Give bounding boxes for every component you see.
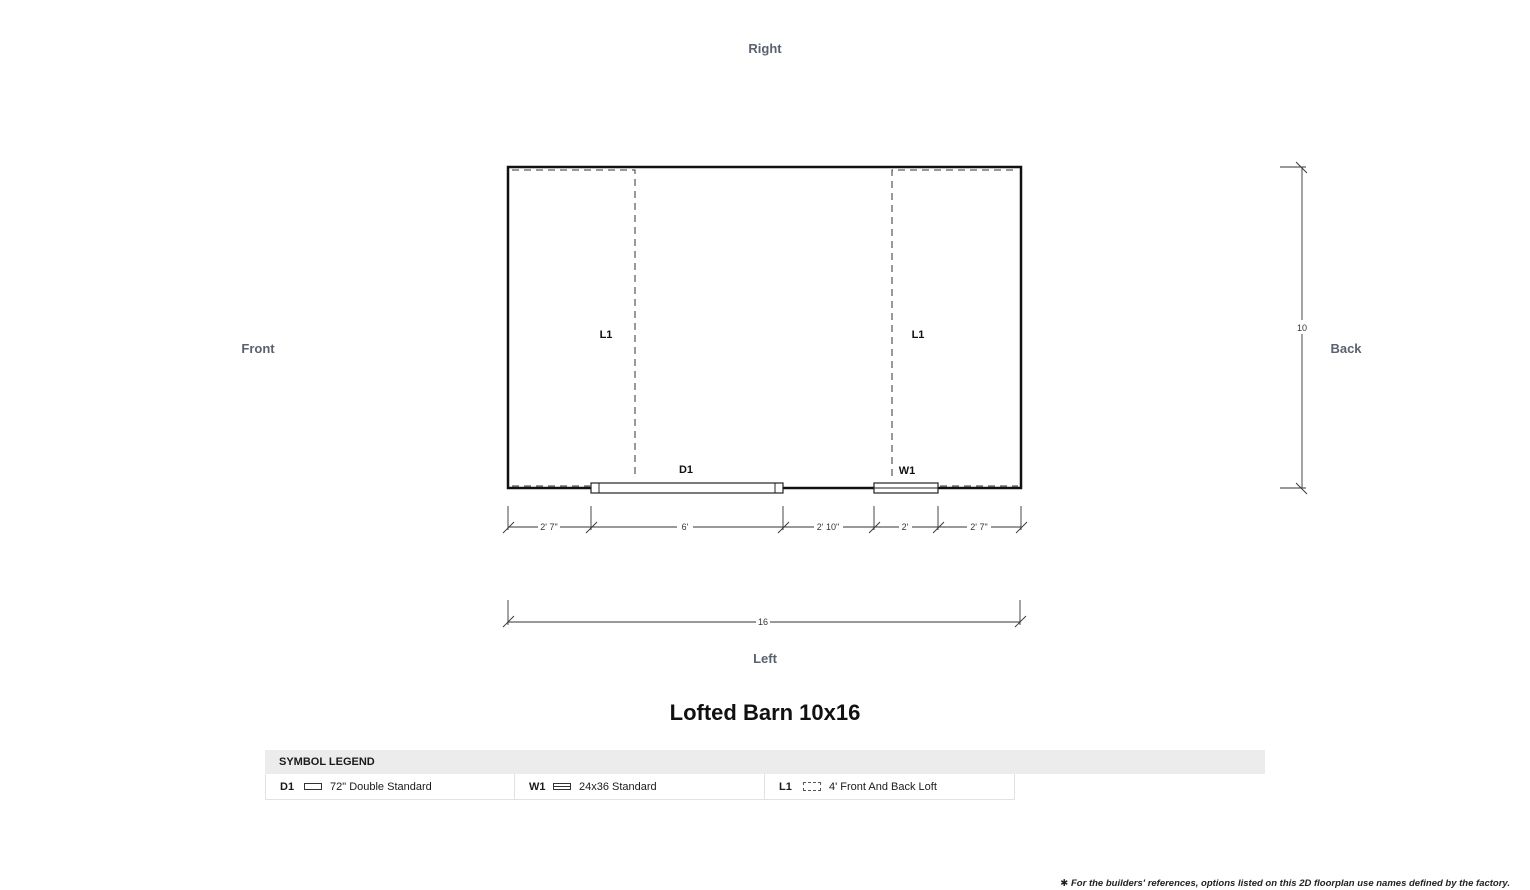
legend-desc: 24x36 Standard — [579, 780, 657, 793]
legend-item-l1 — [765, 774, 1015, 800]
footnote: ✱ For the builders' references, options listed on this 2D floorplan use names defined by the factory. — [1060, 878, 1510, 889]
loft-label-back: L1 — [911, 329, 925, 341]
loft-symbol-icon — [803, 782, 821, 791]
overall-width-label: 16 — [757, 617, 769, 627]
side-label-front: Front — [241, 341, 275, 356]
door-label: D1 — [678, 464, 694, 476]
symbol-legend — [265, 750, 1265, 800]
legend-item-w1 — [515, 774, 765, 800]
legend-row — [265, 774, 1015, 800]
door-d1 — [591, 483, 783, 493]
window-label: W1 — [898, 465, 916, 477]
legend-code: W1 — [529, 780, 546, 793]
loft-back — [892, 170, 1018, 486]
legend-code: L1 — [779, 780, 792, 793]
window-symbol-icon — [553, 783, 571, 790]
segment-dim-3: 2' 10" — [816, 522, 840, 532]
segment-dim-2: 6' — [681, 522, 689, 532]
building-outline — [508, 167, 1021, 488]
segment-dimension-line — [503, 506, 1027, 533]
segment-dim-5: 2' 7" — [970, 522, 988, 532]
segment-dim-1: 2' 7" — [540, 522, 558, 532]
legend-desc: 72" Double Standard — [330, 780, 432, 793]
loft-front — [512, 170, 635, 486]
window-w1 — [874, 483, 938, 493]
side-label-right: Right — [748, 41, 782, 56]
legend-code: D1 — [280, 780, 295, 793]
segment-dim-4: 2' — [901, 522, 909, 532]
door-symbol-icon — [304, 783, 322, 790]
side-label-left: Left — [753, 651, 777, 666]
legend-desc: 4' Front And Back Loft — [829, 780, 937, 793]
legend-item-d1 — [265, 774, 515, 800]
loft-label-front: L1 — [599, 329, 613, 341]
legend-header: SYMBOL LEGEND — [265, 750, 1265, 774]
plan-title: Lofted Barn 10x16 — [669, 700, 861, 725]
overall-depth-label: 10 — [1296, 323, 1308, 333]
side-label-back: Back — [1330, 341, 1362, 356]
